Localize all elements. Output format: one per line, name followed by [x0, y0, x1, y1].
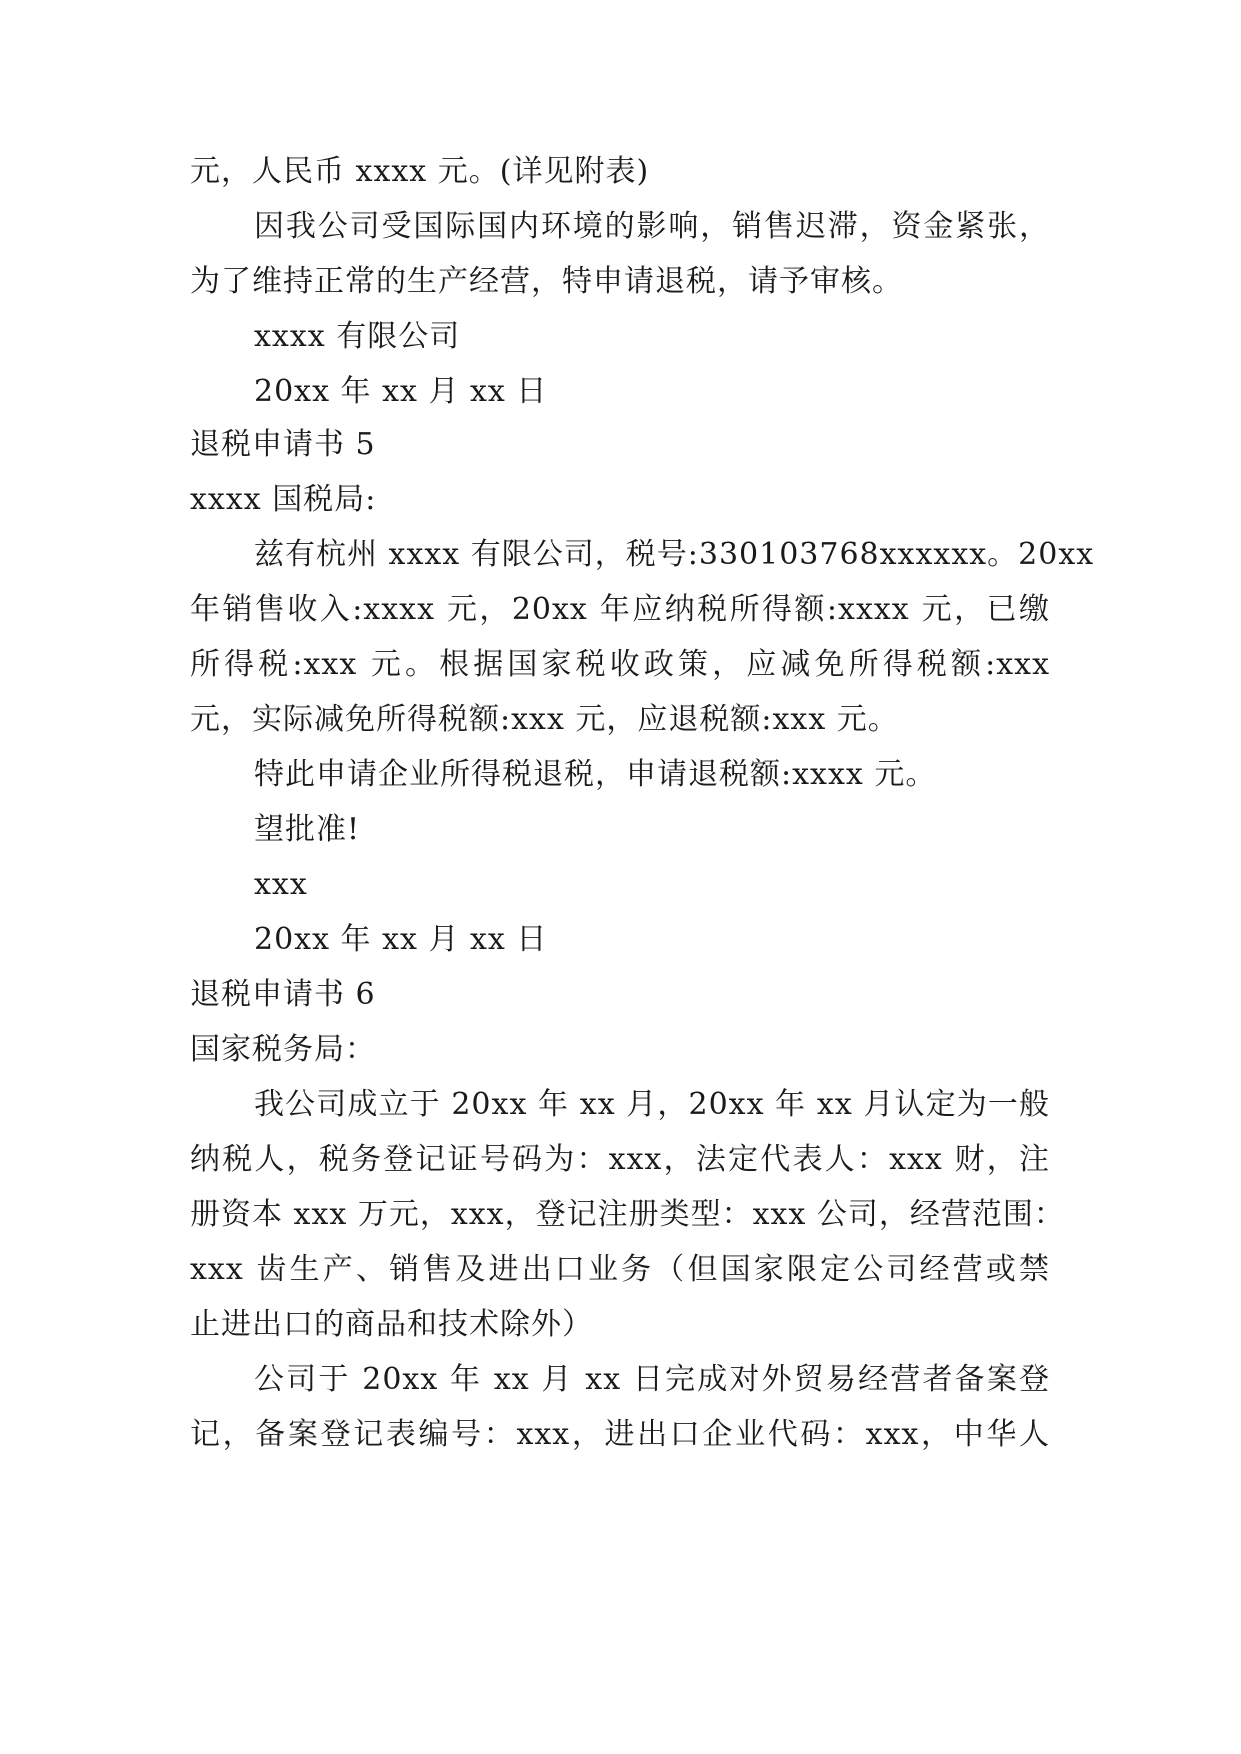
signature-name: xxx — [254, 867, 308, 902]
text-line: 我公司成立于 20xx 年 xx 月，20xx 年 xx 月认定为一般 — [254, 1087, 1050, 1122]
text-line: 特此申请企业所得税退税，申请退税额:xxxx 元。 — [254, 757, 937, 792]
section-heading: 退税申请书 6 — [190, 977, 376, 1012]
text-line: 望批准! — [254, 812, 361, 847]
text-line: 纳税人，税务登记证号码为：xxx，法定代表人：xxx 财，注 — [190, 1142, 1050, 1177]
text-line: 因我公司受国际国内环境的影响，销售迟滞，资金紧张， — [254, 209, 1050, 244]
date-line: 20xx 年 xx 月 xx 日 — [254, 922, 548, 957]
section-heading: 退税申请书 5 — [190, 427, 376, 462]
text-line: 元，实际减免所得税额:xxx 元，应退税额:xxx 元。 — [190, 702, 899, 737]
text-line: 元，人民币 xxxx 元。(详见附表) — [190, 154, 650, 189]
text-line: 所得税:xxx 元。根据国家税收政策，应减免所得税额:xxx — [190, 647, 1050, 682]
date-line: 20xx 年 xx 月 xx 日 — [254, 374, 548, 409]
text-line: 记，备案登记表编号：xxx，进出口企业代码：xxx，中华人 — [190, 1417, 1050, 1452]
text-line: 年销售收入:xxxx 元，20xx 年应纳税所得额:xxxx 元，已缴 — [190, 592, 1050, 627]
addressee: 国家税务局： — [190, 1032, 376, 1067]
signature-company: xxxx 有限公司 — [254, 319, 461, 354]
text-line: xxx 齿生产、销售及进出口业务（但国家限定公司经营或禁 — [190, 1252, 1050, 1287]
text-line: 止进出口的商品和技术除外） — [190, 1307, 593, 1342]
text-line: 册资本 xxx 万元，xxx，登记注册类型：xxx 公司，经营范围： — [190, 1197, 1065, 1232]
text-line: 为了维持正常的生产经营，特申请退税，请予审核。 — [190, 264, 903, 299]
text-line: 兹有杭州 xxxx 有限公司，税号:330103768xxxxxx。20xx — [254, 537, 1095, 572]
text-line: 公司于 20xx 年 xx 月 xx 日完成对外贸易经营者备案登 — [254, 1362, 1050, 1397]
addressee: xxxx 国税局: — [190, 482, 377, 517]
